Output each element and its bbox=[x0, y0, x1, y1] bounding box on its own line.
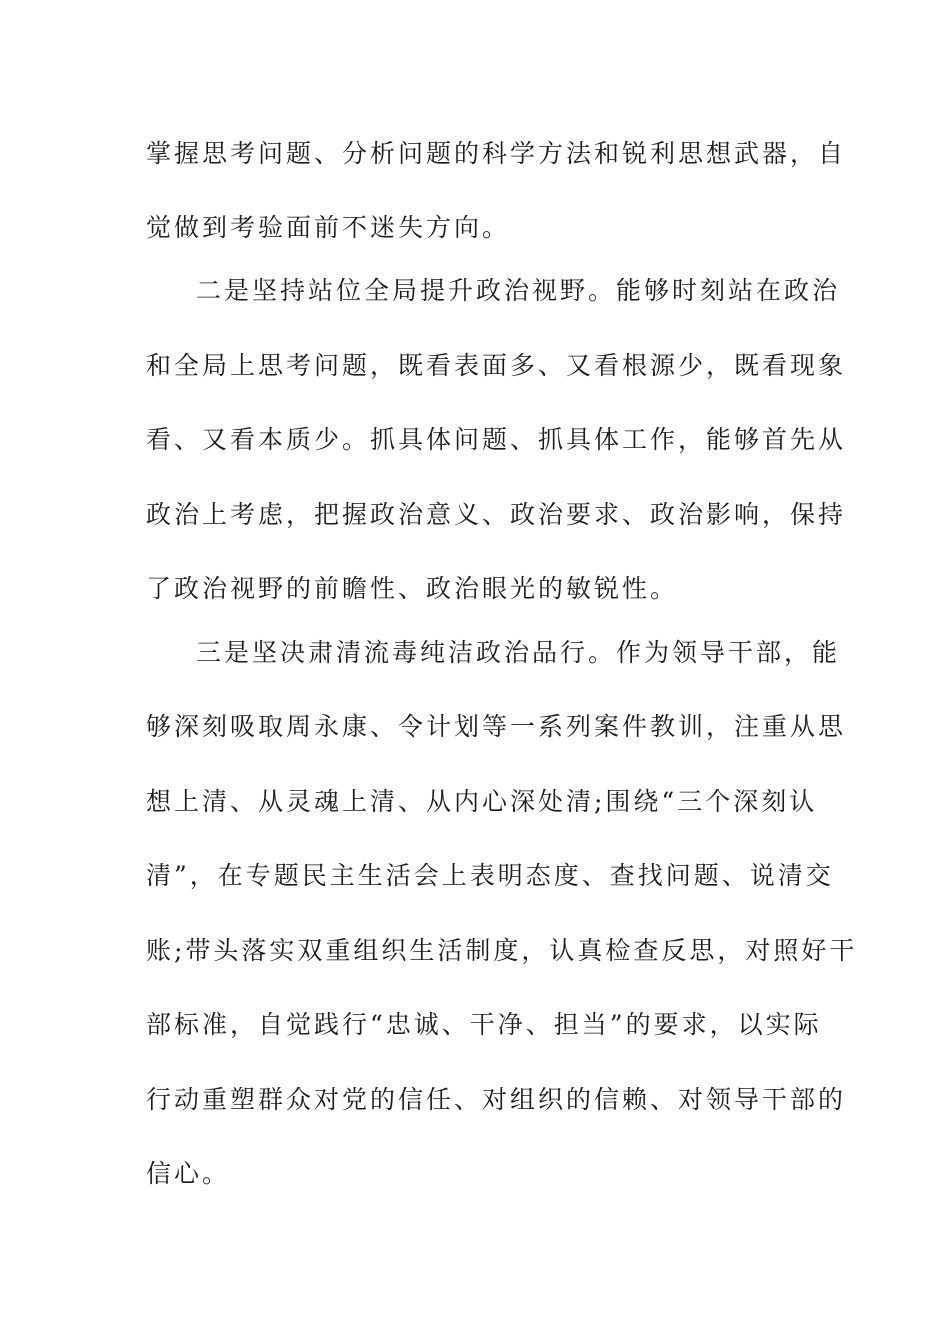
text-line: 想上清、从灵魂上清、从内心深处清;围绕“三个深刻认 bbox=[146, 787, 818, 816]
text-line: 够深刻吸取周永康、令计划等一系列案件教训，注重从思 bbox=[146, 712, 847, 741]
text-line: 掌握思考问题、分析问题的科学方法和锐利思想武器，自 bbox=[146, 139, 847, 168]
text-line: 和全局上思考问题，既看表面多、又看根源少，既看现象 bbox=[146, 351, 847, 380]
paragraph-start-line: 三是坚决肃清流毒纯洁政治品行。作为领导干部，能 bbox=[196, 638, 841, 667]
text-line: 账;带头落实双重组织生活制度，认真检查反思，对照好干 bbox=[146, 936, 858, 965]
text-line: 觉做到考验面前不迷失方向。 bbox=[146, 213, 511, 242]
text-line: 清”，在专题民主生活会上表明态度、查找问题、说清交 bbox=[146, 861, 834, 890]
text-line: 政治上考虑，把握政治意义、政治要求、政治影响，保持 bbox=[146, 500, 847, 529]
text-line: 信心。 bbox=[146, 1159, 231, 1188]
text-line: 行动重塑群众对党的信任、对组织的信赖、对领导干部的 bbox=[146, 1085, 847, 1114]
text-line: 看、又看本质少。抓具体问题、抓具体工作，能够首先从 bbox=[146, 425, 847, 454]
text-line: 部标准，自觉践行“忠诚、干净、担当”的要求，以实际 bbox=[146, 1010, 822, 1039]
paragraph-start-line: 二是坚持站位全局提升政治视野。能够时刻站在政治 bbox=[196, 276, 841, 305]
text-line: 了政治视野的前瞻性、政治眼光的敏锐性。 bbox=[146, 574, 679, 603]
